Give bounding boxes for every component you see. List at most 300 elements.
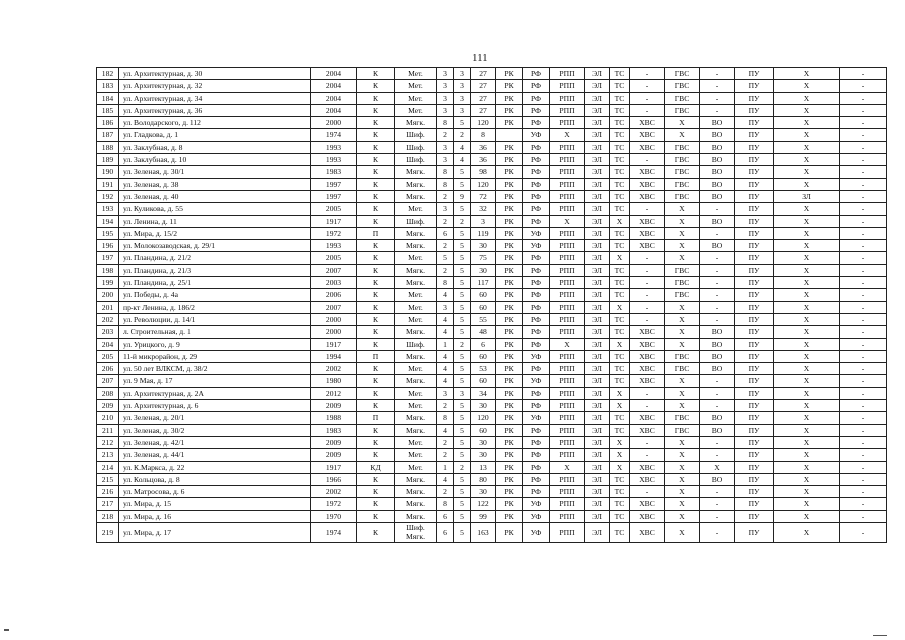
table-cell: ТС — [610, 277, 630, 289]
table-cell: ХВС — [630, 178, 665, 190]
table-cell: К — [357, 363, 395, 375]
table-cell: ПУ — [735, 400, 774, 412]
table-cell: РПП — [550, 203, 585, 215]
table-cell: ул. Зеленая, д. 44/1 — [119, 449, 311, 461]
table-cell: ПУ — [735, 289, 774, 301]
table-cell: 8 — [437, 498, 454, 510]
table-cell: 2007 — [311, 264, 357, 276]
table-cell: 6 — [437, 510, 454, 522]
table-cell: 3 — [437, 104, 454, 116]
table-cell: Мет. — [395, 400, 437, 412]
table-cell: РК — [496, 522, 523, 542]
table-cell: ХВС — [630, 240, 665, 252]
table-cell: 217 — [97, 498, 119, 510]
table-cell: 2009 — [311, 449, 357, 461]
table-cell: ТС — [610, 498, 630, 510]
table-cell: Мягк. — [395, 326, 437, 338]
table-cell: ХВС — [630, 141, 665, 153]
table-cell: РК — [496, 264, 523, 276]
table-row — [97, 264, 887, 276]
table-cell: ул. Кольцова, д. 8 — [119, 473, 311, 485]
table-cell: - — [840, 252, 887, 264]
table-cell: 72 — [471, 190, 496, 202]
table-cell: РПП — [550, 486, 585, 498]
table-cell: 99 — [471, 510, 496, 522]
table-cell: ЭЛ — [585, 215, 610, 227]
table-cell: 2004 — [311, 68, 357, 80]
table-cell: - — [630, 80, 665, 92]
table-cell: РК — [496, 215, 523, 227]
table-cell: РФ — [523, 289, 550, 301]
table-cell: ТС — [610, 190, 630, 202]
table-cell: ПУ — [735, 436, 774, 448]
table-cell: 1966 — [311, 473, 357, 485]
table-cell: П — [357, 412, 395, 424]
table-cell: К — [357, 104, 395, 116]
table-cell: - — [840, 522, 887, 542]
table-cell: 27 — [471, 80, 496, 92]
table-cell: К — [357, 522, 395, 542]
table-cell: ВО — [700, 412, 735, 424]
table-cell: РПП — [550, 264, 585, 276]
table-cell: КД — [357, 461, 395, 473]
table-cell: РФ — [523, 400, 550, 412]
table-cell: ТС — [610, 80, 630, 92]
table-cell: 8 — [437, 412, 454, 424]
table-cell: 2000 — [311, 326, 357, 338]
table-cell: РФ — [523, 117, 550, 129]
table-cell: ЭЛ — [585, 486, 610, 498]
table-cell: РПП — [550, 436, 585, 448]
table-cell: Х — [665, 400, 700, 412]
table-cell: ПУ — [735, 510, 774, 522]
table-cell: К — [357, 80, 395, 92]
table-cell: РК — [496, 104, 523, 116]
table-cell: - — [700, 289, 735, 301]
table-cell: - — [840, 338, 887, 350]
table-cell: - — [700, 498, 735, 510]
table-row — [97, 129, 887, 141]
table-cell: 203 — [97, 326, 119, 338]
table-cell: ХВС — [630, 326, 665, 338]
table-cell: Мет. — [395, 301, 437, 313]
table-body — [97, 68, 887, 543]
table-cell: ГВС — [665, 154, 700, 166]
table-cell: ТС — [610, 141, 630, 153]
table-cell: ул. Зеленая, д. 38 — [119, 178, 311, 190]
table-cell: УФ — [523, 240, 550, 252]
table-cell: ВО — [700, 129, 735, 141]
table-cell: 195 — [97, 227, 119, 239]
table-cell: ул. Мира, д. 16 — [119, 510, 311, 522]
table-cell: 9 — [454, 190, 471, 202]
table-cell: ТС — [610, 68, 630, 80]
table-cell: ПУ — [735, 92, 774, 104]
table-cell: РПП — [550, 289, 585, 301]
table-cell: Х — [550, 338, 585, 350]
table-cell: РФ — [523, 449, 550, 461]
table-cell: Х — [610, 215, 630, 227]
table-cell: ПУ — [735, 350, 774, 362]
table-cell: ЭЛ — [585, 363, 610, 375]
table-cell: РК — [496, 338, 523, 350]
table-cell: ПУ — [735, 326, 774, 338]
table-cell: 4 — [437, 350, 454, 362]
table-row — [97, 313, 887, 325]
table-cell: РК — [496, 92, 523, 104]
table-cell: Мягк. — [395, 178, 437, 190]
table-cell: Мягк. — [395, 277, 437, 289]
table-cell: ЭЛ — [585, 240, 610, 252]
table-cell: 188 — [97, 141, 119, 153]
table-cell: 2000 — [311, 117, 357, 129]
table-cell: - — [700, 80, 735, 92]
table-cell: - — [700, 104, 735, 116]
table-cell: Х — [665, 313, 700, 325]
table-cell: 53 — [471, 363, 496, 375]
table-cell: ЭЛ — [585, 289, 610, 301]
table-cell: 117 — [471, 277, 496, 289]
table-cell: РФ — [523, 461, 550, 473]
table-cell: - — [840, 313, 887, 325]
table-cell: 189 — [97, 154, 119, 166]
table-cell: Шиф. — [395, 141, 437, 153]
table-cell: Мет. — [395, 252, 437, 264]
table-cell: К — [357, 178, 395, 190]
table-cell: - — [630, 252, 665, 264]
table-row — [97, 289, 887, 301]
table-cell: ПУ — [735, 301, 774, 313]
table-cell: ЭЛ — [585, 461, 610, 473]
table-cell: Мет. — [395, 436, 437, 448]
table-row — [97, 190, 887, 202]
table-cell: Х — [610, 338, 630, 350]
table-cell: Шиф. — [395, 215, 437, 227]
table-cell: ХВС — [630, 350, 665, 362]
table-cell: ул. Революции, д. 14/1 — [119, 313, 311, 325]
table-cell: ТС — [610, 203, 630, 215]
table-cell: 8 — [471, 129, 496, 141]
table-cell: РФ — [523, 424, 550, 436]
table-cell: ПУ — [735, 473, 774, 485]
table-cell: 2 — [437, 264, 454, 276]
table-cell: УФ — [523, 129, 550, 141]
table-cell: ул. Зеленая, д. 20/1 — [119, 412, 311, 424]
table-cell: ПУ — [735, 240, 774, 252]
table-cell: - — [700, 400, 735, 412]
table-cell: - — [840, 449, 887, 461]
table-cell: ул. Заклубная, д. 10 — [119, 154, 311, 166]
table-cell: 6 — [437, 227, 454, 239]
table-row — [97, 449, 887, 461]
table-cell: Мягк. — [395, 510, 437, 522]
table-cell: К — [357, 252, 395, 264]
table-cell: Мягк. — [395, 227, 437, 239]
table-cell: 213 — [97, 449, 119, 461]
table-cell: 5 — [454, 289, 471, 301]
table-cell: Х — [774, 363, 840, 375]
table-cell: Х — [774, 375, 840, 387]
table-cell: 120 — [471, 412, 496, 424]
table-cell: РПП — [550, 449, 585, 461]
table-cell: Х — [774, 424, 840, 436]
table-cell: Мет. — [395, 289, 437, 301]
table-cell: Мягк. — [395, 117, 437, 129]
table-cell: РК — [496, 375, 523, 387]
table-cell: К — [357, 326, 395, 338]
table-cell: 2 — [437, 240, 454, 252]
table-cell: ТС — [610, 510, 630, 522]
table-row — [97, 510, 887, 522]
table-cell: 98 — [471, 166, 496, 178]
table-cell: ТС — [610, 178, 630, 190]
table-cell: ЭЛ — [585, 424, 610, 436]
table-cell: ВО — [700, 326, 735, 338]
table-cell: Х — [774, 166, 840, 178]
table-cell: 3 — [437, 80, 454, 92]
table-cell: Х — [665, 498, 700, 510]
table-cell: К — [357, 240, 395, 252]
table-cell: 1997 — [311, 178, 357, 190]
table-cell: К — [357, 166, 395, 178]
table-cell: ПУ — [735, 277, 774, 289]
table-cell: Х — [774, 227, 840, 239]
table-cell: 60 — [471, 289, 496, 301]
table-cell: РК — [496, 424, 523, 436]
table-cell: 1993 — [311, 154, 357, 166]
table-cell: РПП — [550, 80, 585, 92]
table-cell: Х — [665, 436, 700, 448]
table-cell: РК — [496, 80, 523, 92]
table-cell: Х — [610, 436, 630, 448]
table-cell: - — [840, 486, 887, 498]
table-cell: 3 — [437, 387, 454, 399]
table-cell: 2 — [454, 338, 471, 350]
table-cell: 205 — [97, 350, 119, 362]
table-cell: ХВС — [630, 215, 665, 227]
table-cell: - — [840, 215, 887, 227]
table-cell: РФ — [523, 252, 550, 264]
table-cell: РПП — [550, 240, 585, 252]
table-cell: РФ — [523, 387, 550, 399]
table-cell: - — [840, 240, 887, 252]
table-cell: ГВС — [665, 92, 700, 104]
table-cell: ул. Архитектурная, д. 36 — [119, 104, 311, 116]
table-cell: 30 — [471, 436, 496, 448]
table-cell: 2002 — [311, 363, 357, 375]
table-cell: ТС — [610, 412, 630, 424]
table-cell: - — [630, 313, 665, 325]
table-cell: ул. Архитектурная, д. 32 — [119, 80, 311, 92]
table-cell: Мягк. — [395, 240, 437, 252]
table-cell: 1983 — [311, 424, 357, 436]
table-cell: ХВС — [630, 117, 665, 129]
table-cell: 197 — [97, 252, 119, 264]
table-cell: ПУ — [735, 154, 774, 166]
table-cell: - — [840, 436, 887, 448]
table-cell: ВО — [700, 190, 735, 202]
table-cell: - — [630, 203, 665, 215]
table-cell: УФ — [523, 350, 550, 362]
table-cell: 3 — [454, 68, 471, 80]
table-cell: ЭЛ — [585, 375, 610, 387]
table-cell: ул. Володарского, д. 112 — [119, 117, 311, 129]
table-cell: 5 — [437, 252, 454, 264]
table-row — [97, 68, 887, 80]
table-cell: 3 — [471, 215, 496, 227]
table-cell: ПУ — [735, 141, 774, 153]
table-cell: ГВС — [665, 166, 700, 178]
table-cell: 211 — [97, 424, 119, 436]
table-cell: 8 — [437, 178, 454, 190]
table-row — [97, 461, 887, 473]
table-cell: 2003 — [311, 277, 357, 289]
table-cell: ПУ — [735, 68, 774, 80]
table-cell: ЭЛ — [585, 301, 610, 313]
table-cell: 5 — [454, 400, 471, 412]
table-row — [97, 522, 887, 542]
table-cell: 182 — [97, 68, 119, 80]
table-cell: РК — [496, 436, 523, 448]
table-cell: ВО — [700, 117, 735, 129]
table-cell: - — [630, 277, 665, 289]
table-cell: РФ — [523, 141, 550, 153]
table-cell: ТС — [610, 117, 630, 129]
table-cell: 1917 — [311, 215, 357, 227]
table-cell: ул. 50 лет ВЛКСМ, д. 38/2 — [119, 363, 311, 375]
table-cell: 2 — [454, 215, 471, 227]
table-cell: Мягк. — [395, 486, 437, 498]
table-cell: Х — [610, 449, 630, 461]
table-cell: 2007 — [311, 301, 357, 313]
table-cell: ВО — [700, 154, 735, 166]
table-cell: 3 — [437, 141, 454, 153]
table-row — [97, 424, 887, 436]
table-cell: Х — [550, 461, 585, 473]
table-cell: РФ — [523, 104, 550, 116]
table-cell: 6 — [437, 522, 454, 542]
table-cell: 1917 — [311, 338, 357, 350]
table-cell: л. Строительная, д. 1 — [119, 326, 311, 338]
table-cell: 196 — [97, 240, 119, 252]
table-cell: Мет. — [395, 313, 437, 325]
table-cell: К — [357, 215, 395, 227]
table-cell: 2 — [437, 215, 454, 227]
table-cell: 2005 — [311, 252, 357, 264]
table-cell: 1988 — [311, 412, 357, 424]
table-cell: ПУ — [735, 486, 774, 498]
table-cell: 201 — [97, 301, 119, 313]
table-cell: РФ — [523, 473, 550, 485]
table-cell: РПП — [550, 522, 585, 542]
table-cell: Х — [610, 252, 630, 264]
table-cell: 5 — [454, 473, 471, 485]
table-cell: ХВС — [630, 375, 665, 387]
table-cell: ул. Куликова, д. 55 — [119, 203, 311, 215]
table-cell: ул. К.Маркса, д. 22 — [119, 461, 311, 473]
table-cell: РК — [496, 252, 523, 264]
table-cell: ул. Заклубная, д. 8 — [119, 141, 311, 153]
table-cell: ПУ — [735, 424, 774, 436]
table-cell: ПУ — [735, 363, 774, 375]
table-cell: 5 — [454, 436, 471, 448]
table-cell: 4 — [454, 154, 471, 166]
table-cell: ГВС — [665, 190, 700, 202]
table-cell: Х — [665, 215, 700, 227]
table-cell: РФ — [523, 436, 550, 448]
table-cell: 1974 — [311, 129, 357, 141]
table-cell: Х — [774, 326, 840, 338]
table-cell: - — [630, 486, 665, 498]
table-cell: Х — [774, 240, 840, 252]
table-cell: РК — [496, 68, 523, 80]
table-cell: РК — [496, 473, 523, 485]
table-cell: РПП — [550, 510, 585, 522]
table-row — [97, 326, 887, 338]
table-cell: РПП — [550, 498, 585, 510]
table-row — [97, 301, 887, 313]
table-cell: К — [357, 264, 395, 276]
table-cell: 5 — [454, 178, 471, 190]
table-cell: ЭЛ — [585, 80, 610, 92]
table-cell: - — [840, 326, 887, 338]
table-cell: К — [357, 289, 395, 301]
table-cell: - — [630, 301, 665, 313]
table-cell: 36 — [471, 154, 496, 166]
table-cell: 60 — [471, 424, 496, 436]
table-cell: - — [700, 227, 735, 239]
table-cell: - — [630, 387, 665, 399]
table-cell: Х — [665, 461, 700, 473]
scan-mark — [4, 629, 9, 631]
table-cell: ГВС — [665, 424, 700, 436]
table-cell: ул. Урицкого, д. 9 — [119, 338, 311, 350]
table-row — [97, 203, 887, 215]
table-cell: 1993 — [311, 240, 357, 252]
table-cell: - — [840, 154, 887, 166]
table-cell: 1983 — [311, 166, 357, 178]
table-cell: 3 — [454, 80, 471, 92]
table-cell: Шиф. — [395, 129, 437, 141]
table-cell: РПП — [550, 92, 585, 104]
table-cell: 2000 — [311, 313, 357, 325]
table-cell: ул. Матросова, д. 6 — [119, 486, 311, 498]
table-cell: ТС — [610, 424, 630, 436]
table-cell: К — [357, 301, 395, 313]
table-row — [97, 252, 887, 264]
table-cell: РК — [496, 350, 523, 362]
table-cell: ТС — [610, 486, 630, 498]
table-cell: 208 — [97, 387, 119, 399]
table-cell: - — [700, 264, 735, 276]
table-cell: РК — [496, 412, 523, 424]
table-cell: Мягк. — [395, 264, 437, 276]
table-cell: ТС — [610, 363, 630, 375]
table-cell: ГВС — [665, 104, 700, 116]
table-cell: Мет. — [395, 363, 437, 375]
table-cell: 5 — [454, 240, 471, 252]
table-cell: УФ — [523, 522, 550, 542]
table-cell: ГВС — [665, 264, 700, 276]
table-cell: ЭЛ — [585, 436, 610, 448]
table-cell: 2004 — [311, 80, 357, 92]
table-cell: ВО — [700, 141, 735, 153]
table-cell: РФ — [523, 301, 550, 313]
table-cell: К — [357, 436, 395, 448]
table-cell: 30 — [471, 486, 496, 498]
table-cell: ЭЛ — [585, 510, 610, 522]
table-cell: Х — [774, 215, 840, 227]
